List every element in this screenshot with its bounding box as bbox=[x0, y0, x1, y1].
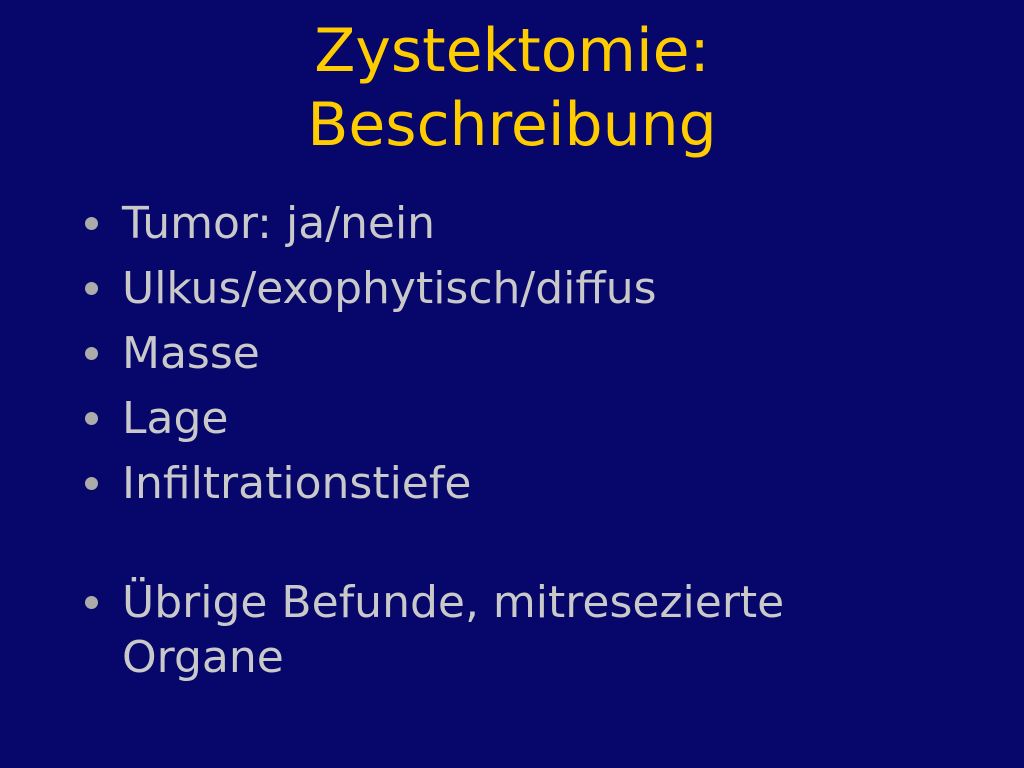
slide-title-line-2: Beschreibung bbox=[307, 90, 717, 160]
bullet-text: Lage bbox=[122, 393, 229, 444]
slide-title bbox=[0, 14, 1024, 162]
bullet-text: Übrige Befunde, mitresezierte Organe bbox=[122, 577, 785, 683]
bullet-text: Tumor: ja/nein bbox=[122, 198, 436, 249]
bullet-text: Masse bbox=[122, 328, 260, 379]
bullet-list-primary bbox=[85, 196, 965, 511]
bullet-icon bbox=[85, 282, 98, 295]
bullet-text: Infiltrationstiefe bbox=[122, 458, 472, 509]
slide-body bbox=[85, 196, 965, 695]
bullet-item bbox=[85, 326, 965, 381]
bullet-text: Ulkus/exophytisch/diffus bbox=[122, 263, 657, 314]
bullet-list-secondary bbox=[85, 575, 965, 685]
bullet-icon bbox=[85, 596, 98, 609]
bullet-item bbox=[85, 261, 965, 316]
bullet-icon bbox=[85, 217, 98, 230]
bullet-item bbox=[85, 575, 965, 685]
bullet-icon bbox=[85, 347, 98, 360]
bullet-item bbox=[85, 456, 965, 511]
bullet-icon bbox=[85, 477, 98, 490]
slide-title-line-1: Zystektomie: bbox=[314, 16, 710, 86]
bullet-item bbox=[85, 391, 965, 446]
bullet-item bbox=[85, 196, 965, 251]
bullet-icon bbox=[85, 412, 98, 425]
